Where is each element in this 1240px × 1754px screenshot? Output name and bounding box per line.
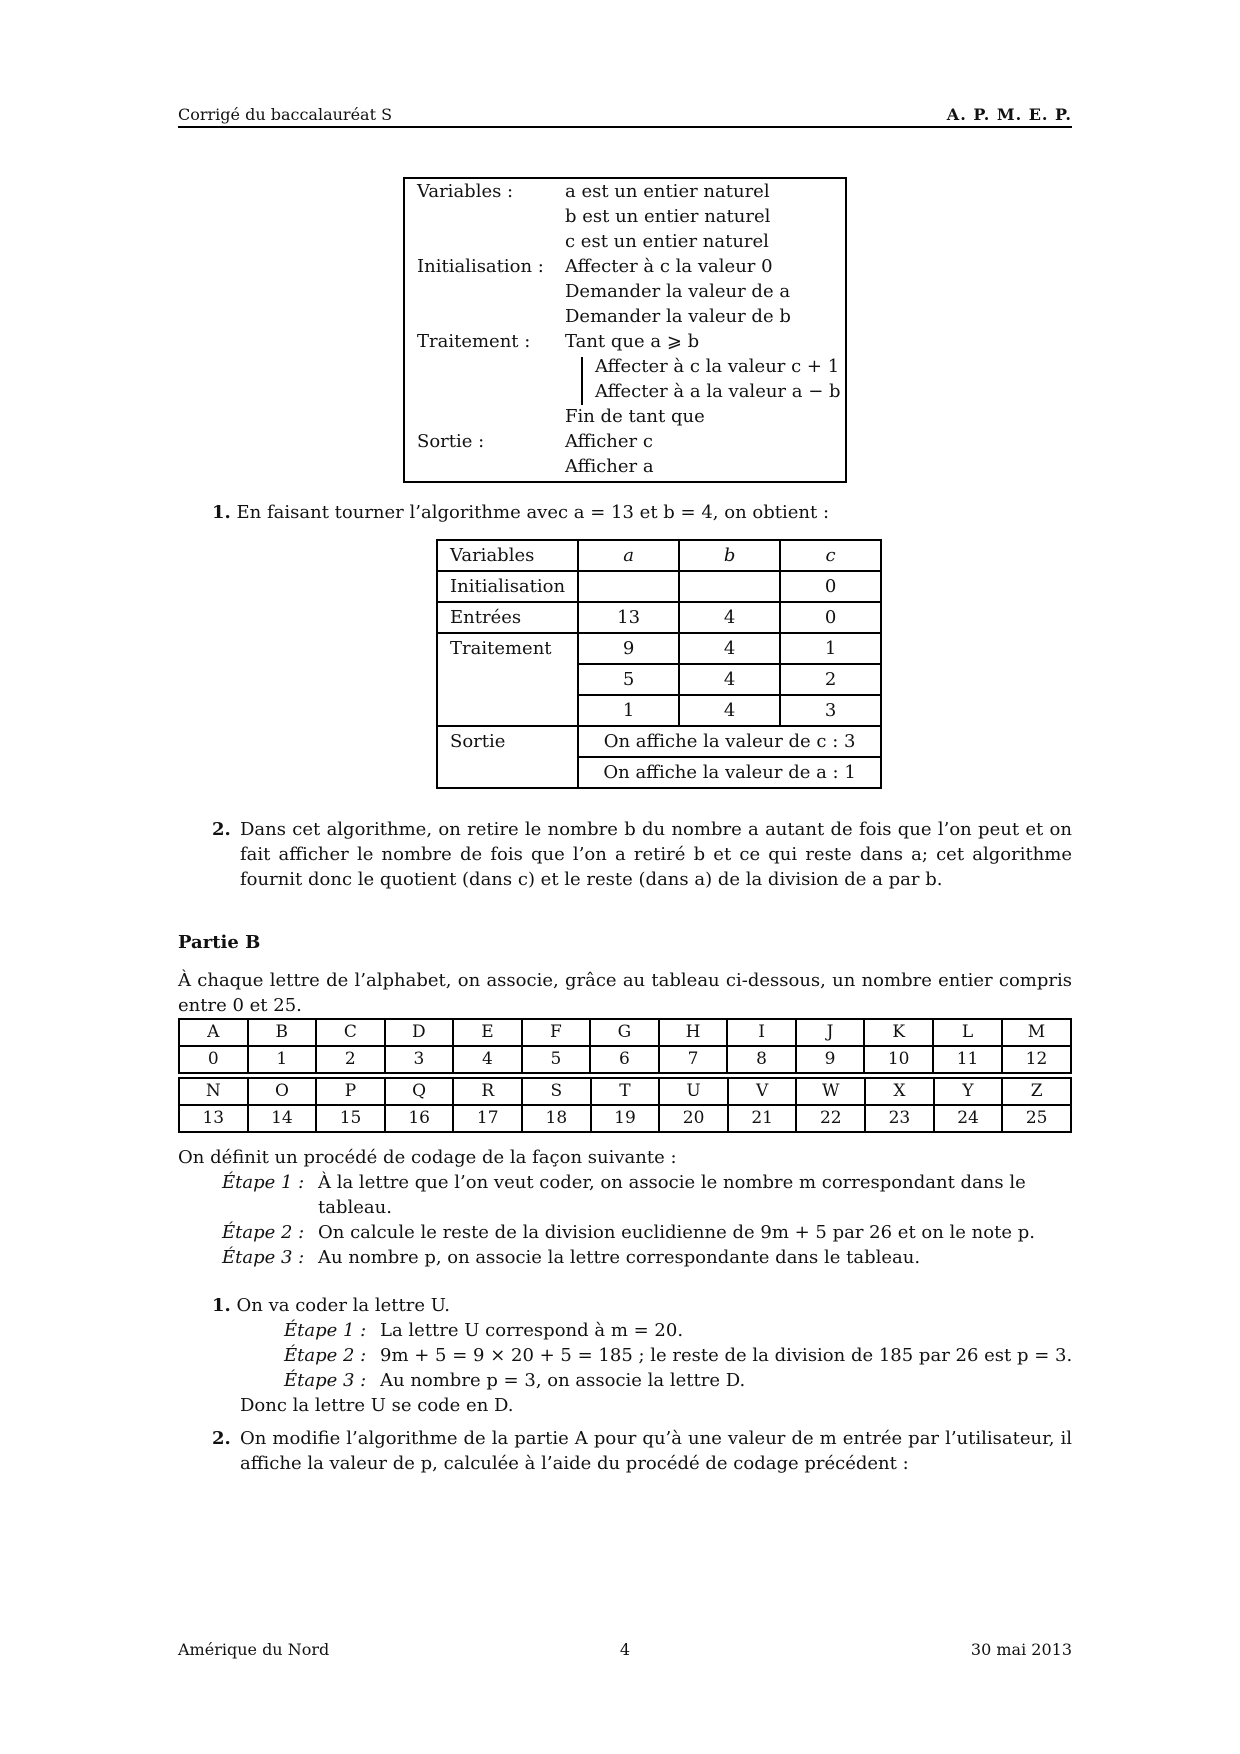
- algo-value: c est un entier naturel: [565, 231, 769, 252]
- number-cell: 24: [934, 1105, 1003, 1132]
- number-cell: 7: [659, 1046, 728, 1073]
- row-label: Entrées: [437, 602, 578, 633]
- algo-value: Fin de tant que: [565, 406, 705, 427]
- question-number: 2.: [212, 819, 231, 840]
- letter-cell: M: [1002, 1019, 1071, 1046]
- step-text: À la lettre que l’on veut coder, on associe le nombre m correspondant dans le: [318, 1172, 1026, 1193]
- algo-value: Affecter à c la valeur 0: [565, 256, 773, 277]
- number-cell: 22: [796, 1105, 865, 1132]
- output-cell: On affiche la valeur de a : 1: [578, 757, 881, 788]
- letter-cell: J: [796, 1019, 864, 1046]
- algorithm-box: [403, 177, 847, 483]
- step-text: Au nombre p, on associe la lettre correspondante dans le tableau.: [318, 1247, 921, 1268]
- letter-cell: F: [522, 1019, 591, 1046]
- cell-c: 1: [780, 633, 881, 664]
- cell-b: 4: [679, 633, 780, 664]
- b1-conclusion: Donc la lettre U se code en D.: [240, 1395, 514, 1416]
- algo-value: Tant que a ⩾ b: [565, 331, 700, 352]
- number-cell: 13: [179, 1105, 248, 1132]
- algo-value: Afficher a: [565, 456, 654, 477]
- row-label: Initialisation: [437, 571, 578, 602]
- step-label: Étape 3 :: [222, 1247, 305, 1268]
- step-text: tableau.: [318, 1197, 392, 1218]
- algo-value: Demander la valeur de b: [565, 306, 791, 327]
- step-label: Étape 3 :: [284, 1370, 367, 1391]
- algo-value: Afficher c: [565, 431, 653, 452]
- number-cell: 1: [248, 1046, 317, 1073]
- number-cell: 25: [1002, 1105, 1071, 1132]
- row-label: Sortie: [437, 726, 578, 788]
- number-cell: 17: [453, 1105, 522, 1132]
- cell-a: 1: [578, 695, 679, 726]
- question-text: On va coder la lettre U.: [236, 1295, 450, 1316]
- cell-a: 5: [578, 664, 679, 695]
- letter-cell: H: [659, 1019, 728, 1046]
- letters-row: [179, 1019, 1071, 1046]
- footer-location: Amérique du Nord: [178, 1640, 330, 1659]
- cell-c: 0: [780, 571, 881, 602]
- number-cell: 19: [591, 1105, 660, 1132]
- number-cell: 11: [933, 1046, 1002, 1073]
- question-b1: [212, 1293, 450, 1318]
- numbers-row: [179, 1046, 1071, 1073]
- cell-b: [679, 571, 780, 602]
- output-cell: On affiche la valeur de c : 3: [578, 726, 881, 757]
- algo-key: Initialisation :: [417, 256, 544, 277]
- cell-b: 4: [679, 602, 780, 633]
- number-cell: 0: [179, 1046, 248, 1073]
- step-text: Au nombre p = 3, on associe la lettre D.: [380, 1370, 746, 1391]
- cell-a: 13: [578, 602, 679, 633]
- cell-b: 4: [679, 664, 780, 695]
- step-label: Étape 2 :: [284, 1345, 367, 1366]
- section-title: Partie B: [178, 932, 261, 953]
- letter-cell: N: [179, 1078, 248, 1105]
- number-cell: 8: [727, 1046, 795, 1073]
- algo-value: a est un entier naturel: [565, 181, 770, 202]
- numbers-row: [179, 1105, 1071, 1132]
- step-label: Étape 1 :: [284, 1320, 367, 1341]
- letter-table-2: [178, 1077, 1072, 1133]
- question-text: Dans cet algorithme, on retire le nombre b du nombre a autant de fois que l’on peut et on fait afficher le nombre de fois que l’on a retiré b et ce qui reste dans a; cet algorithme fournit donc le quotient (dans c) et le reste (dans a) de la division de a par b.: [240, 819, 1072, 890]
- algo-value: Demander la valeur de a: [565, 281, 791, 302]
- letter-cell: A: [179, 1019, 248, 1046]
- algo-value: Affecter à a la valeur a − b: [595, 381, 841, 402]
- intro-paragraph: À chaque lettre de l’alphabet, on associe, grâce au tableau ci-dessous, un nombre entier compris entre 0 et 25.: [178, 970, 1072, 1016]
- table-row: [437, 633, 881, 664]
- cell-c: 0: [780, 602, 881, 633]
- algo-value: b est un entier naturel: [565, 206, 771, 227]
- trace-table: [436, 539, 882, 789]
- letter-cell: I: [727, 1019, 795, 1046]
- letter-table-1: [178, 1018, 1072, 1074]
- table-row: [437, 602, 881, 633]
- letter-cell: D: [385, 1019, 454, 1046]
- algo-key: Traitement :: [417, 331, 531, 352]
- letter-cell: R: [453, 1078, 522, 1105]
- number-cell: 9: [796, 1046, 864, 1073]
- cell-b: 4: [679, 695, 780, 726]
- page-number: 4: [619, 1640, 631, 1659]
- header-cell: b: [679, 540, 780, 571]
- question-number: 1.: [212, 1295, 231, 1316]
- table-row: [437, 726, 881, 757]
- step-label: Étape 2 :: [222, 1222, 305, 1243]
- cell-a: 9: [578, 633, 679, 664]
- number-cell: 6: [590, 1046, 659, 1073]
- letters-row: [179, 1078, 1071, 1105]
- question-number: 1.: [212, 502, 231, 523]
- page-header: [178, 102, 1072, 128]
- question-a1: [212, 500, 829, 525]
- number-cell: 12: [1002, 1046, 1071, 1073]
- question-text: En faisant tourner l’algorithme avec a = 13 et b = 4, on obtient :: [236, 502, 830, 523]
- question-b2: [212, 1426, 1072, 1474]
- number-cell: 2: [316, 1046, 385, 1073]
- letter-cell: X: [865, 1078, 934, 1105]
- table-header-row: [437, 540, 881, 571]
- letter-cell: E: [453, 1019, 522, 1046]
- question-text: On modifie l’algorithme de la partie A pour qu’à une valeur de m entrée par l’utilisateur, il affiche la valeur de p, calculée à l’aide du procédé de codage précédent :: [240, 1428, 1072, 1474]
- number-cell: 15: [316, 1105, 385, 1132]
- step-label: Étape 1 :: [222, 1172, 305, 1193]
- letter-cell: O: [248, 1078, 317, 1105]
- footer-date: 30 mai 2013: [970, 1640, 1072, 1659]
- table-row: [437, 571, 881, 602]
- letter-cell: Y: [934, 1078, 1003, 1105]
- algo-value: Affecter à c la valeur c + 1: [595, 356, 840, 377]
- row-label: Traitement: [437, 633, 578, 726]
- letter-cell: B: [248, 1019, 317, 1046]
- letter-cell: W: [796, 1078, 865, 1105]
- algo-key: Variables :: [417, 181, 514, 202]
- step-text: 9m + 5 = 9 × 20 + 5 = 185 ; le reste de la division de 185 par 26 est p = 3.: [380, 1345, 1073, 1366]
- letter-cell: S: [522, 1078, 591, 1105]
- header-cell: Variables: [437, 540, 578, 571]
- header-org: A. P. M. E. P.: [946, 105, 1072, 124]
- letter-cell: G: [590, 1019, 659, 1046]
- letter-cell: Z: [1002, 1078, 1071, 1105]
- letter-cell: Q: [385, 1078, 454, 1105]
- header-title: Corrigé du baccalauréat S: [178, 105, 393, 124]
- letter-cell: C: [316, 1019, 385, 1046]
- letter-cell: U: [659, 1078, 728, 1105]
- page-footer: [178, 1637, 1072, 1662]
- number-cell: 10: [864, 1046, 933, 1073]
- cell-c: 2: [780, 664, 881, 695]
- number-cell: 16: [385, 1105, 454, 1132]
- header-cell: c: [780, 540, 881, 571]
- number-cell: 14: [248, 1105, 317, 1132]
- number-cell: 3: [385, 1046, 454, 1073]
- step-text: On calcule le reste de la division euclidienne de 9m + 5 par 26 et on le note p.: [318, 1222, 1035, 1243]
- definition-text: On définit un procédé de codage de la façon suivante :: [178, 1147, 677, 1168]
- letter-cell: T: [591, 1078, 660, 1105]
- letter-cell: K: [864, 1019, 933, 1046]
- number-cell: 5: [522, 1046, 591, 1073]
- number-cell: 21: [728, 1105, 797, 1132]
- number-cell: 18: [522, 1105, 591, 1132]
- letter-cell: P: [316, 1078, 385, 1105]
- letter-cell: L: [933, 1019, 1002, 1046]
- letter-cell: V: [728, 1078, 797, 1105]
- algo-key: Sortie :: [417, 431, 485, 452]
- number-cell: 20: [659, 1105, 728, 1132]
- header-cell: a: [578, 540, 679, 571]
- step-text: La lettre U correspond à m = 20.: [380, 1320, 684, 1341]
- cell-c: 3: [780, 695, 881, 726]
- number-cell: 4: [453, 1046, 522, 1073]
- question-number: 2.: [212, 1428, 231, 1449]
- cell-a: [578, 571, 679, 602]
- question-a2: [212, 817, 1072, 890]
- number-cell: 23: [865, 1105, 934, 1132]
